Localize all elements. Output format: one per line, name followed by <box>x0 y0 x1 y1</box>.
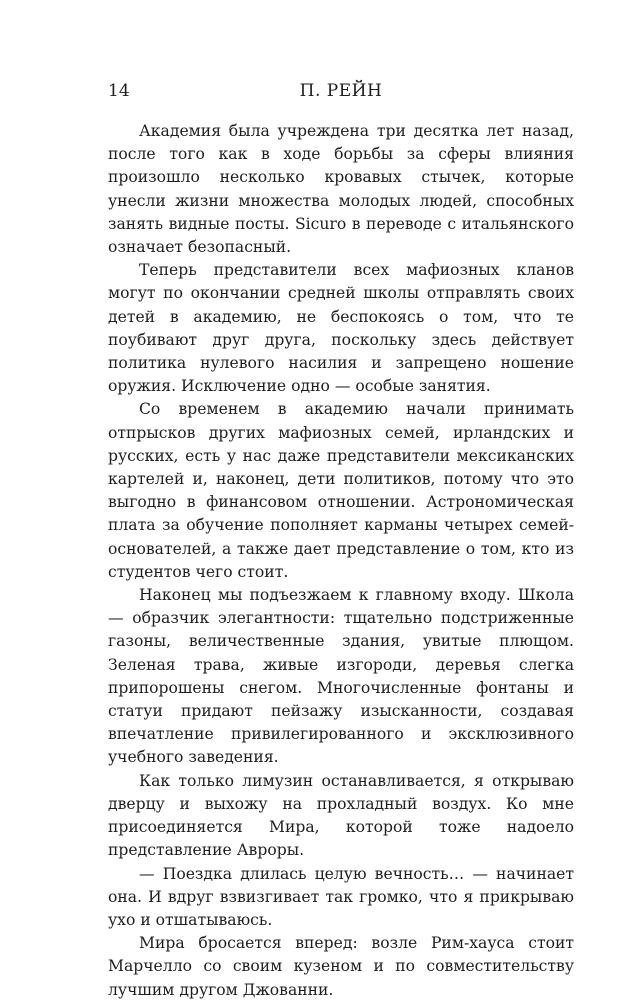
book-page <box>108 0 574 1000</box>
paragraph: Мира бросается вперед: возле Рим-хауса стоит Марчелло со своим кузеном и по совместительству лучшим другом Джованни. <box>108 934 574 999</box>
paragraph: Как только лимузин останавливается, я открываю дверцу и выхожу на прохладный воздух. Ко мне присоединяется Мира, которой тоже надоело представление Авроры. <box>108 771 574 860</box>
running-title: П. РЕЙН <box>299 81 383 101</box>
page-number: 14 <box>108 81 130 101</box>
paragraph: — Поездка длилась целую вечность… — начинает она. И вдруг взвизгивает так громко, что я прикрываю ухо и отшатываюсь. <box>108 864 574 929</box>
running-head <box>108 78 574 104</box>
paragraph: Со временем в академию начали принимать отпрысков других мафиозных семей, ирландских и русских, есть у нас даже представители мексиканских картелей и, наконец, дети политиков, потому что это выгодно в финансовом отношении. Астрономическая плата за обучение пополняет карманы четырех семей-основателей, а также дает представление о том, кто из студентов чего стоит. <box>108 400 574 581</box>
paragraph: Академия была учреждена три десятка лет назад, после того как в ходе борьбы за сферы влияния произошло несколько кровавых стычек, которые унесли жизни множества молодых людей, способных занять видные посты. Sicuro в переводе с итальянского означает безопасный. <box>108 122 574 257</box>
paragraph: Наконец мы подъезжаем к главному входу. Школа — образчик элегантности: тщательно подстриженные газоны, величественные здания, увитые плющом. Зеленая трава, живые изгороди, деревья слегка припорошены снегом. Многочисленные фонтаны и статуи придают пейзажу изысканности, создавая впечатление привилегированного и эксклюзивного учебного заведения. <box>108 586 574 767</box>
body-text <box>108 120 574 1002</box>
paragraph: Теперь представители всех мафиозных кланов могут по окончании средней школы отправлять своих детей в академию, не беспокоясь о том, что те поубивают друг друга, поскольку здесь действует политика нулевого насилия и запрещено ношение оружия. Исключение одно — особые занятия. <box>108 261 574 396</box>
